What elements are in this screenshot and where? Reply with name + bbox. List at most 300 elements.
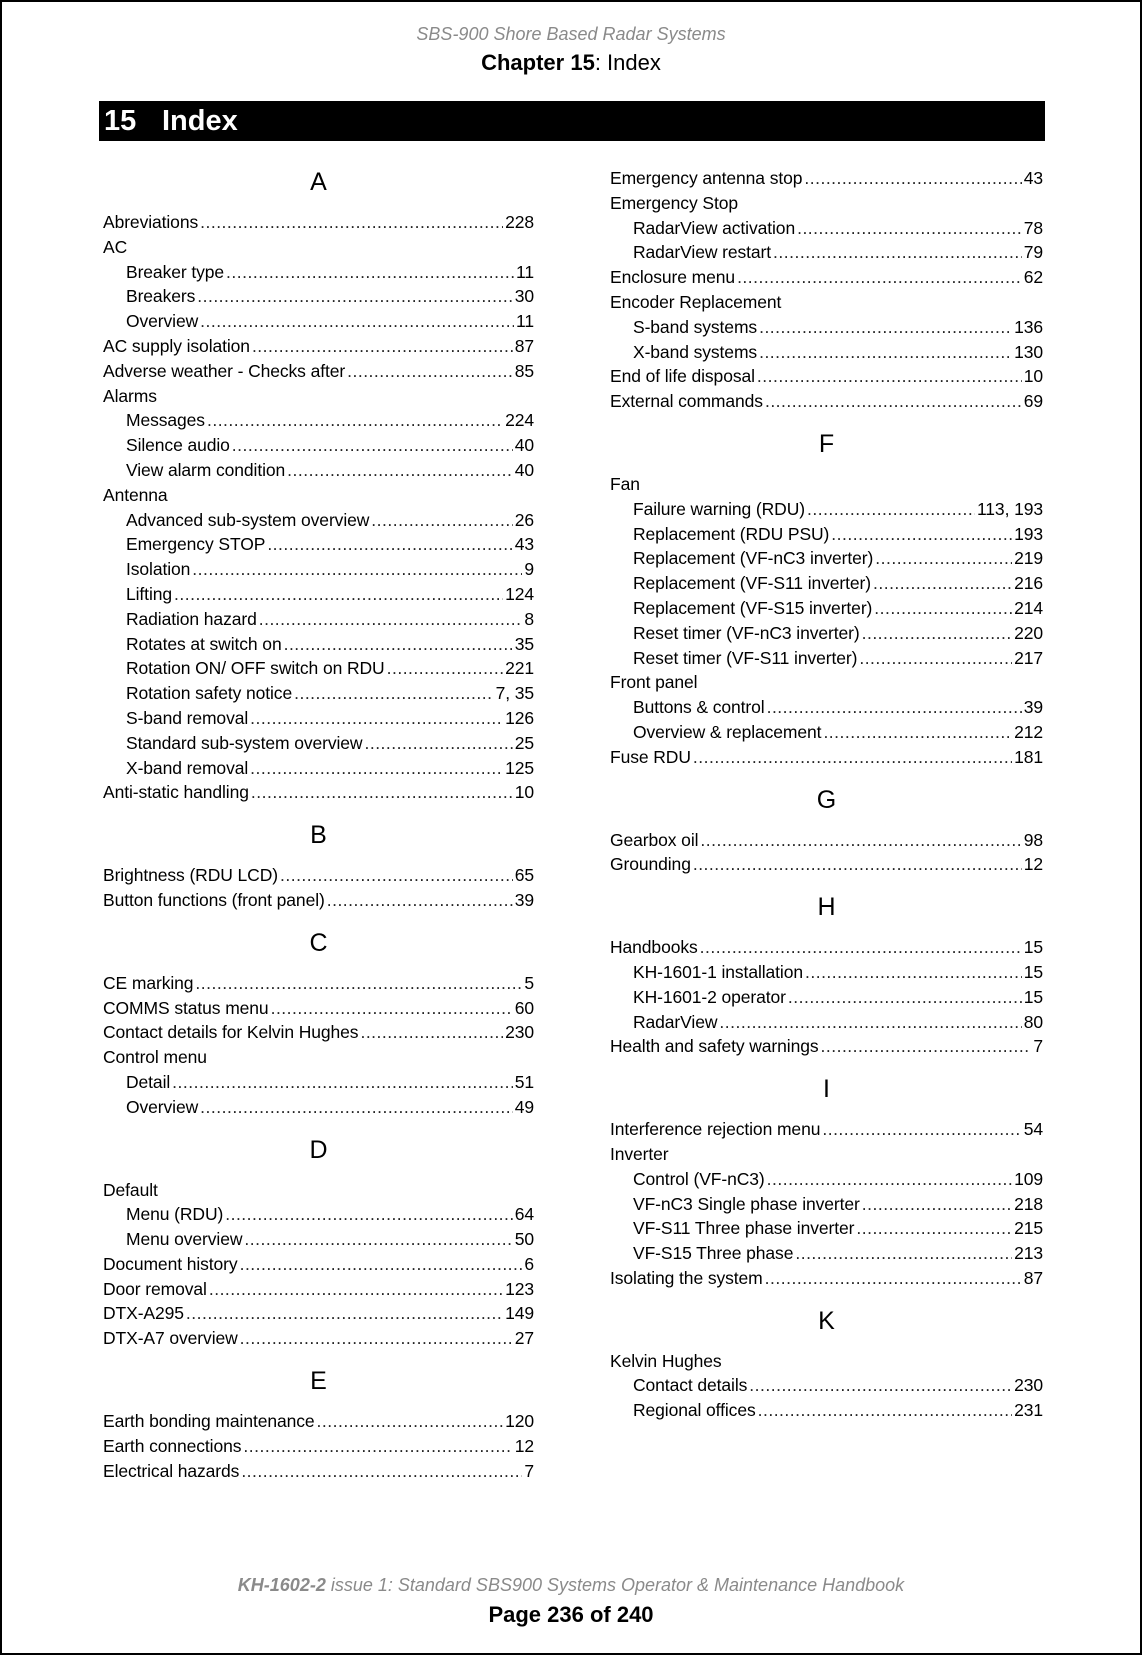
dot-leader <box>186 1301 503 1326</box>
index-entry <box>103 1434 534 1459</box>
dot-leader <box>371 508 512 533</box>
dot-leader <box>294 681 493 706</box>
entry-label: Encoder Replacement <box>610 291 782 312</box>
entry-page-number: 218 <box>1014 1193 1043 1214</box>
entry-label: Overview <box>126 311 199 332</box>
entry-label: Radiation hazard <box>126 608 257 629</box>
entry-label: Inverter <box>610 1143 669 1164</box>
entry-label: Emergency antenna stop <box>610 168 803 188</box>
entry-page-number: 27 <box>514 1328 534 1349</box>
index-entry <box>103 359 534 384</box>
entry-page-number: 15 <box>1023 961 1043 982</box>
dot-leader <box>759 340 1012 365</box>
entry-label: Document history <box>103 1253 238 1274</box>
dot-leader <box>197 284 513 309</box>
dot-leader <box>271 996 513 1021</box>
dot-leader <box>200 1095 513 1120</box>
entry-page-number: 181 <box>1014 746 1043 767</box>
entry-page-number: 39 <box>1023 697 1043 718</box>
dot-leader <box>773 240 1022 265</box>
entry-label: Front panel <box>610 672 698 693</box>
entry-label: View alarm condition <box>126 459 286 480</box>
entry-page-number: 149 <box>505 1303 534 1324</box>
entry-label: Earth connections <box>103 1435 242 1456</box>
entry-page-number: 231 <box>1014 1400 1043 1421</box>
dot-leader <box>759 315 1012 340</box>
dot-leader <box>797 216 1022 241</box>
index-subentry <box>103 632 534 657</box>
footer-doc-description: issue 1: Standard SBS900 Systems Operator & Maintenance Handbook <box>325 1575 905 1595</box>
dot-leader <box>250 756 503 781</box>
index-subentry <box>610 960 1043 985</box>
section-gap <box>610 1291 1043 1305</box>
dot-leader <box>360 1020 503 1045</box>
index-entry <box>610 1034 1043 1059</box>
entry-label: CE marking <box>103 972 194 993</box>
entry-label: Alarms <box>103 385 157 406</box>
entry-label: Anti-static handling <box>103 782 249 803</box>
index-letter-heading: I <box>823 1075 830 1104</box>
dot-leader <box>209 1277 503 1302</box>
entry-page-number: 85 <box>514 360 534 381</box>
entry-page-number: 136 <box>1014 316 1043 337</box>
index-entry <box>610 1266 1043 1291</box>
entry-label: Door removal <box>103 1278 207 1299</box>
entry-label: Reset timer (VF-S11 inverter) <box>633 647 858 668</box>
dot-leader <box>280 863 513 888</box>
dot-leader <box>259 607 523 632</box>
entry-page-number: 5 <box>524 972 534 993</box>
entry-label: Isolating the system <box>610 1267 763 1288</box>
index-column-left <box>103 166 534 1483</box>
entry-label: Contact details <box>633 1375 748 1396</box>
entry-label: S-band systems <box>633 316 758 337</box>
index-subentry <box>103 756 534 781</box>
index-column-right <box>610 166 1043 1423</box>
section-gap <box>103 913 534 927</box>
entry-page-number: 213 <box>1014 1243 1043 1264</box>
entry-page-number: 193 <box>1014 523 1043 544</box>
entry-label: VF-S11 Three phase inverter <box>633 1218 855 1239</box>
entry-page-number: 43 <box>1023 168 1043 188</box>
index-subentry <box>103 656 534 681</box>
index-subentry <box>103 433 534 458</box>
entry-label: Lifting <box>126 583 172 604</box>
entry-page-number: 123 <box>505 1278 534 1299</box>
entry-label: Kelvin Hughes <box>610 1350 722 1371</box>
index-entry <box>103 1252 534 1277</box>
index-subentry <box>103 309 534 334</box>
entry-label: COMMS status menu <box>103 997 269 1018</box>
entry-page-number: 69 <box>1023 391 1043 412</box>
index-entry <box>103 384 534 409</box>
entry-label: Electrical hazards <box>103 1460 240 1481</box>
section-gap <box>610 770 1043 784</box>
chapter-name: : Index <box>594 50 661 75</box>
dot-leader <box>823 720 1012 745</box>
index-subentry <box>103 557 534 582</box>
entry-page-number: 35 <box>514 633 534 654</box>
entry-label: Replacement (RDU PSU) <box>633 523 830 544</box>
entry-label: Default <box>103 1179 158 1200</box>
index-subentry <box>103 532 534 557</box>
entry-label: KH-1601-1 installation <box>633 961 803 982</box>
entry-label: Brightness (RDU LCD) <box>103 865 278 886</box>
entry-label: Advanced sub-system overview <box>126 509 370 530</box>
entry-page-number: 221 <box>505 658 534 679</box>
entry-label: Breakers <box>126 286 196 307</box>
dot-leader <box>862 1192 1012 1217</box>
dot-leader <box>232 433 513 458</box>
dot-leader <box>822 1117 1021 1142</box>
entry-page-number: 80 <box>1023 1011 1043 1032</box>
entry-page-number: 109 <box>1014 1168 1043 1189</box>
index-letter-heading: G <box>816 785 837 814</box>
entry-page-number: 10 <box>1023 366 1043 387</box>
index-subentry <box>610 1398 1043 1423</box>
entry-page-number: 50 <box>514 1229 534 1250</box>
entry-label: External commands <box>610 391 763 412</box>
entry-page-number: 224 <box>505 410 534 431</box>
entry-label: Failure warning (RDU) <box>633 498 805 519</box>
index-entry <box>103 334 534 359</box>
index-entry <box>103 863 534 888</box>
entry-label: Contact details for Kelvin Hughes <box>103 1022 359 1043</box>
dot-leader <box>200 309 514 334</box>
entry-page-number: 230 <box>505 1022 534 1043</box>
entry-page-number: 78 <box>1023 217 1043 238</box>
entry-label: VF-nC3 Single phase inverter <box>633 1193 860 1214</box>
entry-label: Detail <box>126 1071 171 1092</box>
section-number: 15 <box>104 105 137 137</box>
dot-leader <box>807 497 975 522</box>
entry-label: Menu overview <box>126 1229 243 1250</box>
index-entry <box>103 210 534 235</box>
entry-label: Fuse RDU <box>610 746 691 767</box>
index-subentry <box>103 508 534 533</box>
entry-label: Standard sub-system overview <box>126 732 363 753</box>
entry-page-number: 49 <box>514 1096 534 1117</box>
entry-label: RadarView <box>633 1011 718 1032</box>
entry-page-number: 60 <box>514 997 534 1018</box>
index-subentry <box>610 621 1043 646</box>
index-subentry <box>103 1227 534 1252</box>
dot-leader <box>765 389 1022 414</box>
entry-label: Control menu <box>103 1047 207 1068</box>
index-entry <box>103 1045 534 1070</box>
section-gap <box>610 1059 1043 1073</box>
dot-leader <box>700 935 1022 960</box>
index-subentry <box>103 1095 534 1120</box>
dot-leader <box>788 985 1022 1010</box>
dot-leader <box>737 265 1022 290</box>
index-entry <box>103 1459 534 1484</box>
index-subentry <box>610 522 1043 547</box>
dot-leader <box>856 1216 1012 1241</box>
entry-page-number: 215 <box>1014 1218 1043 1239</box>
dot-leader <box>347 359 513 384</box>
dot-leader <box>174 582 503 607</box>
index-subentry <box>610 695 1043 720</box>
index-entry <box>103 1020 534 1045</box>
entry-label: Adverse weather - Checks after <box>103 360 346 381</box>
chapter-heading <box>2 50 1140 76</box>
section-gap <box>610 414 1043 428</box>
index-subentry <box>610 1373 1043 1398</box>
dot-leader <box>226 260 514 285</box>
footer-document-info <box>2 1575 1140 1596</box>
dot-leader <box>693 852 1022 877</box>
index-subentry <box>103 408 534 433</box>
index-subentry <box>610 1241 1043 1266</box>
entry-page-number: 125 <box>505 757 534 778</box>
dot-leader <box>195 971 522 996</box>
index-entry <box>610 670 1043 695</box>
index-subentry <box>103 458 534 483</box>
entry-page-number: 7 <box>1033 1036 1043 1057</box>
entry-label: Emergency Stop <box>610 192 738 213</box>
entry-page-number: 12 <box>514 1435 534 1456</box>
index-subentry <box>103 681 534 706</box>
dot-leader <box>240 1326 513 1351</box>
entry-label: Abreviations <box>103 212 199 232</box>
entry-page-number: 12 <box>1023 854 1043 875</box>
index-entry <box>103 780 534 805</box>
entry-label: Reset timer (VF-nC3 inverter) <box>633 622 860 643</box>
index-entry <box>610 745 1043 770</box>
dot-leader <box>795 1241 1012 1266</box>
entry-label: Rotation ON/ OFF switch on RDU <box>126 658 385 679</box>
entry-page-number: 62 <box>1023 267 1043 288</box>
dot-leader <box>172 1070 513 1095</box>
entry-page-number: 25 <box>514 732 534 753</box>
index-entry <box>103 1409 534 1434</box>
entry-page-number: 7 <box>524 1460 534 1481</box>
entry-label: Handbooks <box>610 937 698 958</box>
entry-label: DTX-A7 overview <box>103 1328 238 1349</box>
section-gap <box>103 805 534 819</box>
entry-page-number: 40 <box>514 435 534 456</box>
section-title-bar <box>99 101 1045 141</box>
entry-label: Enclosure menu <box>610 267 736 288</box>
entry-label: Silence audio <box>126 435 230 456</box>
dot-leader <box>758 1398 1012 1423</box>
index-entry <box>610 389 1043 414</box>
index-letter-heading: D <box>309 1135 328 1164</box>
chapter-label: Chapter 15 <box>481 50 595 75</box>
entry-label: RadarView restart <box>633 242 772 263</box>
entry-label: Fan <box>610 473 640 494</box>
index-entry <box>610 290 1043 315</box>
entry-label: Interference rejection menu <box>610 1119 821 1140</box>
entry-label: Breaker type <box>126 261 225 282</box>
index-subentry <box>610 1216 1043 1241</box>
dot-leader <box>252 334 513 359</box>
dot-leader <box>765 1266 1022 1291</box>
dot-leader <box>240 1252 523 1277</box>
index-subentry <box>610 1167 1043 1192</box>
entry-label: VF-S15 Three phase <box>633 1243 794 1264</box>
dot-leader <box>700 828 1021 853</box>
dot-leader <box>250 706 503 731</box>
entry-label: Replacement (VF-S11 inverter) <box>633 573 871 594</box>
index-subentry <box>610 1192 1043 1217</box>
entry-label: Grounding <box>610 854 691 875</box>
entry-page-number: 228 <box>505 212 534 232</box>
index-entry <box>103 1178 534 1203</box>
entry-label: X-band removal <box>126 757 249 778</box>
index-subentry <box>103 706 534 731</box>
entry-page-number: 10 <box>514 782 534 803</box>
entry-label: Earth bonding maintenance <box>103 1411 315 1432</box>
dot-leader <box>862 621 1013 646</box>
dot-leader <box>244 1227 512 1252</box>
entry-page-number: 130 <box>1014 341 1043 362</box>
dot-leader <box>873 571 1012 596</box>
entry-page-number: 51 <box>514 1071 534 1092</box>
index-entry <box>610 191 1043 216</box>
index-entry <box>610 1117 1043 1142</box>
dot-leader <box>251 780 513 805</box>
index-entry <box>610 935 1043 960</box>
entry-page-number: 8 <box>524 608 534 629</box>
index-entry <box>610 828 1043 853</box>
entry-label: RadarView activation <box>633 217 796 238</box>
entry-page-number: 79 <box>1023 242 1043 263</box>
dot-leader <box>200 210 503 235</box>
index-subentry <box>610 720 1043 745</box>
entry-page-number: 7, 35 <box>495 683 534 704</box>
entry-page-number: 216 <box>1014 573 1043 594</box>
index-letter-heading: E <box>310 1367 327 1396</box>
page-number: Page 236 of 240 <box>488 1602 654 1627</box>
index-entry <box>103 888 534 913</box>
dot-leader <box>317 1409 504 1434</box>
entry-label: Overview & replacement <box>633 721 822 742</box>
dot-leader <box>287 458 513 483</box>
entry-page-number: 220 <box>1014 622 1043 643</box>
entry-label: Menu (RDU) <box>126 1204 224 1225</box>
entry-label: Emergency STOP <box>126 534 266 555</box>
document-title: SBS-900 Shore Based Radar Systems <box>416 24 726 44</box>
dot-leader <box>284 632 513 657</box>
index-subentry <box>610 646 1043 671</box>
index-subentry <box>610 571 1043 596</box>
dot-leader <box>225 1202 513 1227</box>
entry-page-number: 30 <box>514 286 534 307</box>
entry-label: End of life disposal <box>610 366 755 387</box>
dot-leader <box>767 1167 1012 1192</box>
dot-leader <box>243 1434 512 1459</box>
entry-page-number: 11 <box>516 261 534 282</box>
index-entry <box>610 472 1043 497</box>
entry-page-number: 6 <box>524 1253 534 1274</box>
entry-page-number: 126 <box>505 707 534 728</box>
index-entry <box>610 852 1043 877</box>
index-subentry <box>610 1010 1043 1035</box>
entry-page-number: 43 <box>514 534 534 555</box>
index-subentry <box>103 1070 534 1095</box>
index-subentry <box>610 240 1043 265</box>
index-subentry <box>610 596 1043 621</box>
entry-label: Regional offices <box>633 1400 756 1421</box>
entry-label: Rotation safety notice <box>126 683 293 704</box>
index-entry <box>610 364 1043 389</box>
entry-page-number: 214 <box>1014 597 1043 618</box>
dot-leader <box>767 695 1022 720</box>
index-subentry <box>103 731 534 756</box>
section-title: Index <box>162 105 238 137</box>
entry-label: X-band systems <box>633 341 758 362</box>
dot-leader <box>875 546 1012 571</box>
index-subentry <box>610 216 1043 241</box>
entry-page-number: 26 <box>514 509 534 530</box>
entry-page-number: 15 <box>1023 937 1043 958</box>
entry-label: Isolation <box>126 559 191 580</box>
index-subentry <box>610 985 1043 1010</box>
entry-label: S-band removal <box>126 707 249 728</box>
dot-leader <box>749 1373 1012 1398</box>
index-subentry <box>610 497 1043 522</box>
entry-page-number: 124 <box>505 583 534 604</box>
dot-leader <box>241 1459 522 1484</box>
entry-page-number: 87 <box>1023 1267 1043 1288</box>
dot-leader <box>831 522 1012 547</box>
entry-page-number: 113, 193 <box>976 498 1043 519</box>
dot-leader <box>207 408 503 433</box>
entry-page-number: 87 <box>514 335 534 356</box>
entry-label: AC <box>103 236 128 257</box>
dot-leader <box>821 1034 1032 1059</box>
dot-leader <box>327 888 513 913</box>
section-gap <box>610 877 1043 891</box>
entry-page-number: 230 <box>1014 1375 1043 1396</box>
index-subentry <box>103 284 534 309</box>
entry-label: Health and safety warnings <box>610 1036 819 1057</box>
index-subentry <box>103 582 534 607</box>
index-letter-heading: B <box>310 821 327 850</box>
entry-page-number: 217 <box>1014 647 1043 668</box>
index-subentry <box>103 607 534 632</box>
index-letter-heading: C <box>309 928 328 957</box>
section-gap <box>103 1120 534 1134</box>
entry-page-number: 212 <box>1014 721 1043 742</box>
dot-leader <box>693 745 1012 770</box>
entry-page-number: 219 <box>1014 548 1043 569</box>
entry-page-number: 98 <box>1023 829 1043 850</box>
section-gap <box>103 1351 534 1365</box>
dot-leader <box>364 731 512 756</box>
entry-page-number: 11 <box>516 311 534 332</box>
index-subentry <box>610 546 1043 571</box>
index-entry <box>103 971 534 996</box>
entry-label: Replacement (VF-S15 inverter) <box>633 597 873 618</box>
dot-leader <box>192 557 522 582</box>
entry-label: KH-1601-2 operator <box>633 986 786 1007</box>
index-entry <box>103 996 534 1021</box>
dot-leader <box>387 656 503 681</box>
index-letter-heading: F <box>818 429 835 458</box>
entry-page-number: 120 <box>505 1411 534 1432</box>
index-entry <box>103 1277 534 1302</box>
index-entry <box>103 235 534 260</box>
entry-label: Buttons & control <box>633 697 765 718</box>
index-letter-heading: K <box>818 1306 835 1335</box>
entry-label: Antenna <box>103 484 168 505</box>
dot-leader <box>859 646 1012 671</box>
entry-page-number: 65 <box>514 865 534 886</box>
entry-page-number: 15 <box>1023 986 1043 1007</box>
